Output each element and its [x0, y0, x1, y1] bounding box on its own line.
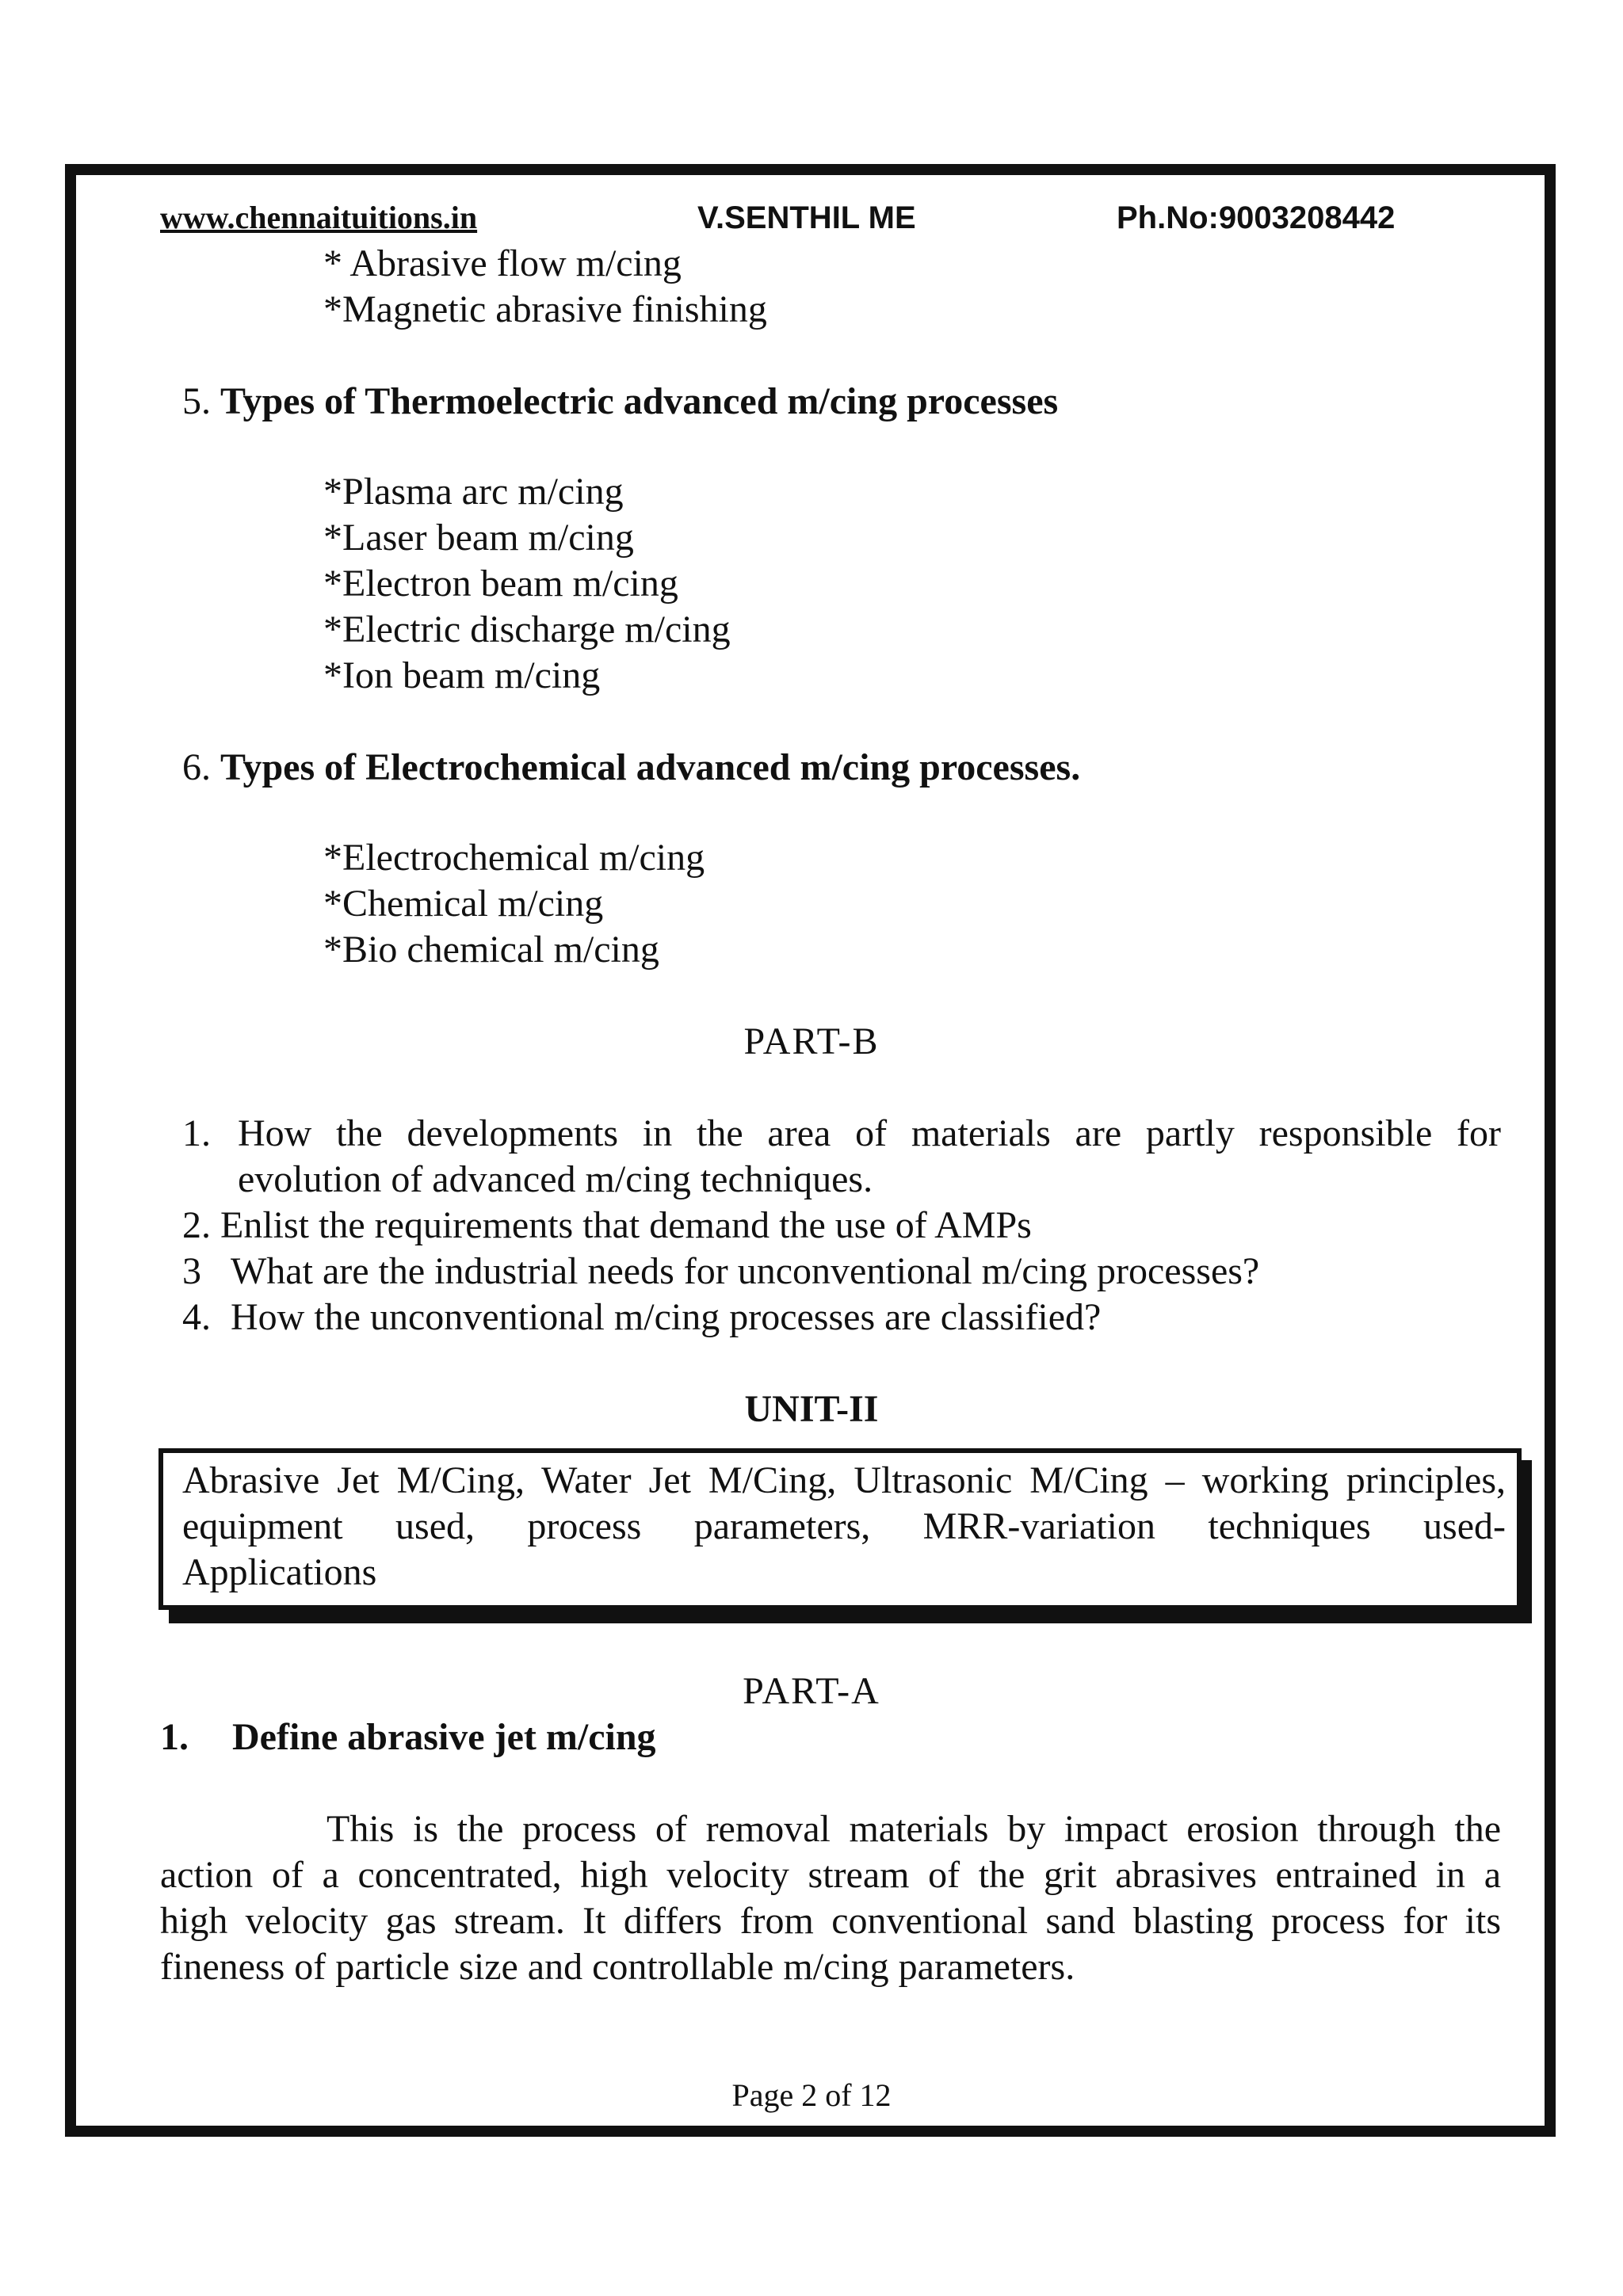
question-number: 1.	[182, 1112, 211, 1154]
section-5-heading	[182, 379, 1058, 425]
list-item: *Electrochemical m/cing	[323, 837, 705, 879]
question-text: 2. Enlist the requirements that demand the use of AMPs	[182, 1204, 1032, 1246]
answer-line: This is the process of removal materials by impact erosion through the	[327, 1808, 1501, 1850]
list-item: *Electric discharge m/cing	[323, 608, 731, 650]
list-item: *Plasma arc m/cing	[323, 471, 624, 513]
list-item: * Abrasive flow m/cing	[323, 242, 682, 284]
question-number: 4.	[182, 1296, 211, 1338]
phone-number: Ph.No:9003208442	[1117, 200, 1396, 235]
syllabus-text	[182, 1458, 1506, 1596]
list-item: *Chemical m/cing	[323, 883, 604, 925]
section-title: Types of Electrochemical advanced m/cing processes.	[220, 746, 1081, 788]
list-item: *Bio chemical m/cing	[323, 929, 659, 971]
part-b-heading: PART-B	[743, 1020, 880, 1062]
part-a-heading: PART-A	[743, 1670, 880, 1712]
unit-heading: UNIT-II	[744, 1388, 879, 1430]
syllabus-line: Abrasive Jet M/Cing, Water Jet M/Cing, Ultrasonic M/Cing – working principles,	[182, 1459, 1506, 1501]
question-text: What are the industrial needs for unconventional m/cing processes?	[231, 1250, 1260, 1292]
list-item: *Ion beam m/cing	[323, 654, 601, 696]
author-name: V.SENTHIL ME	[697, 200, 916, 235]
list-item: *Laser beam m/cing	[323, 517, 634, 559]
section-number: 5.	[182, 380, 211, 422]
question-number: 1.	[160, 1716, 189, 1758]
question-text: How the unconventional m/cing processes are classified?	[231, 1296, 1102, 1338]
page-number: Page 2 of 12	[731, 2077, 892, 2113]
question-text: evolution of advanced m/cing techniques.	[238, 1158, 873, 1200]
question-text: How the developments in the area of materials are partly responsible for	[238, 1112, 1501, 1154]
site-link[interactable]: www.chennaituitions.in	[160, 200, 478, 235]
section-6-heading	[182, 745, 1080, 791]
syllabus-line: equipment used, process parameters, MRR-variation techniques used-	[182, 1505, 1506, 1547]
question-title: Define abrasive jet m/cing	[232, 1716, 656, 1758]
answer-line: fineness of particle size and controllable m/cing parameters.	[160, 1946, 1075, 1988]
answer-paragraph	[160, 1806, 1501, 1990]
section-number: 6.	[182, 746, 211, 788]
answer-line: action of a concentrated, high velocity stream of the grit abrasives entrained in a	[160, 1854, 1501, 1896]
list-item: *Magnetic abrasive finishing	[323, 288, 767, 330]
answer-line: high velocity gas stream. It differs from conventional sand blasting process for its	[160, 1900, 1501, 1942]
question-number: 3	[182, 1250, 201, 1292]
syllabus-line: Applications	[182, 1551, 377, 1593]
list-item: *Electron beam m/cing	[323, 563, 678, 605]
section-title: Types of Thermoelectric advanced m/cing processes	[220, 380, 1059, 422]
